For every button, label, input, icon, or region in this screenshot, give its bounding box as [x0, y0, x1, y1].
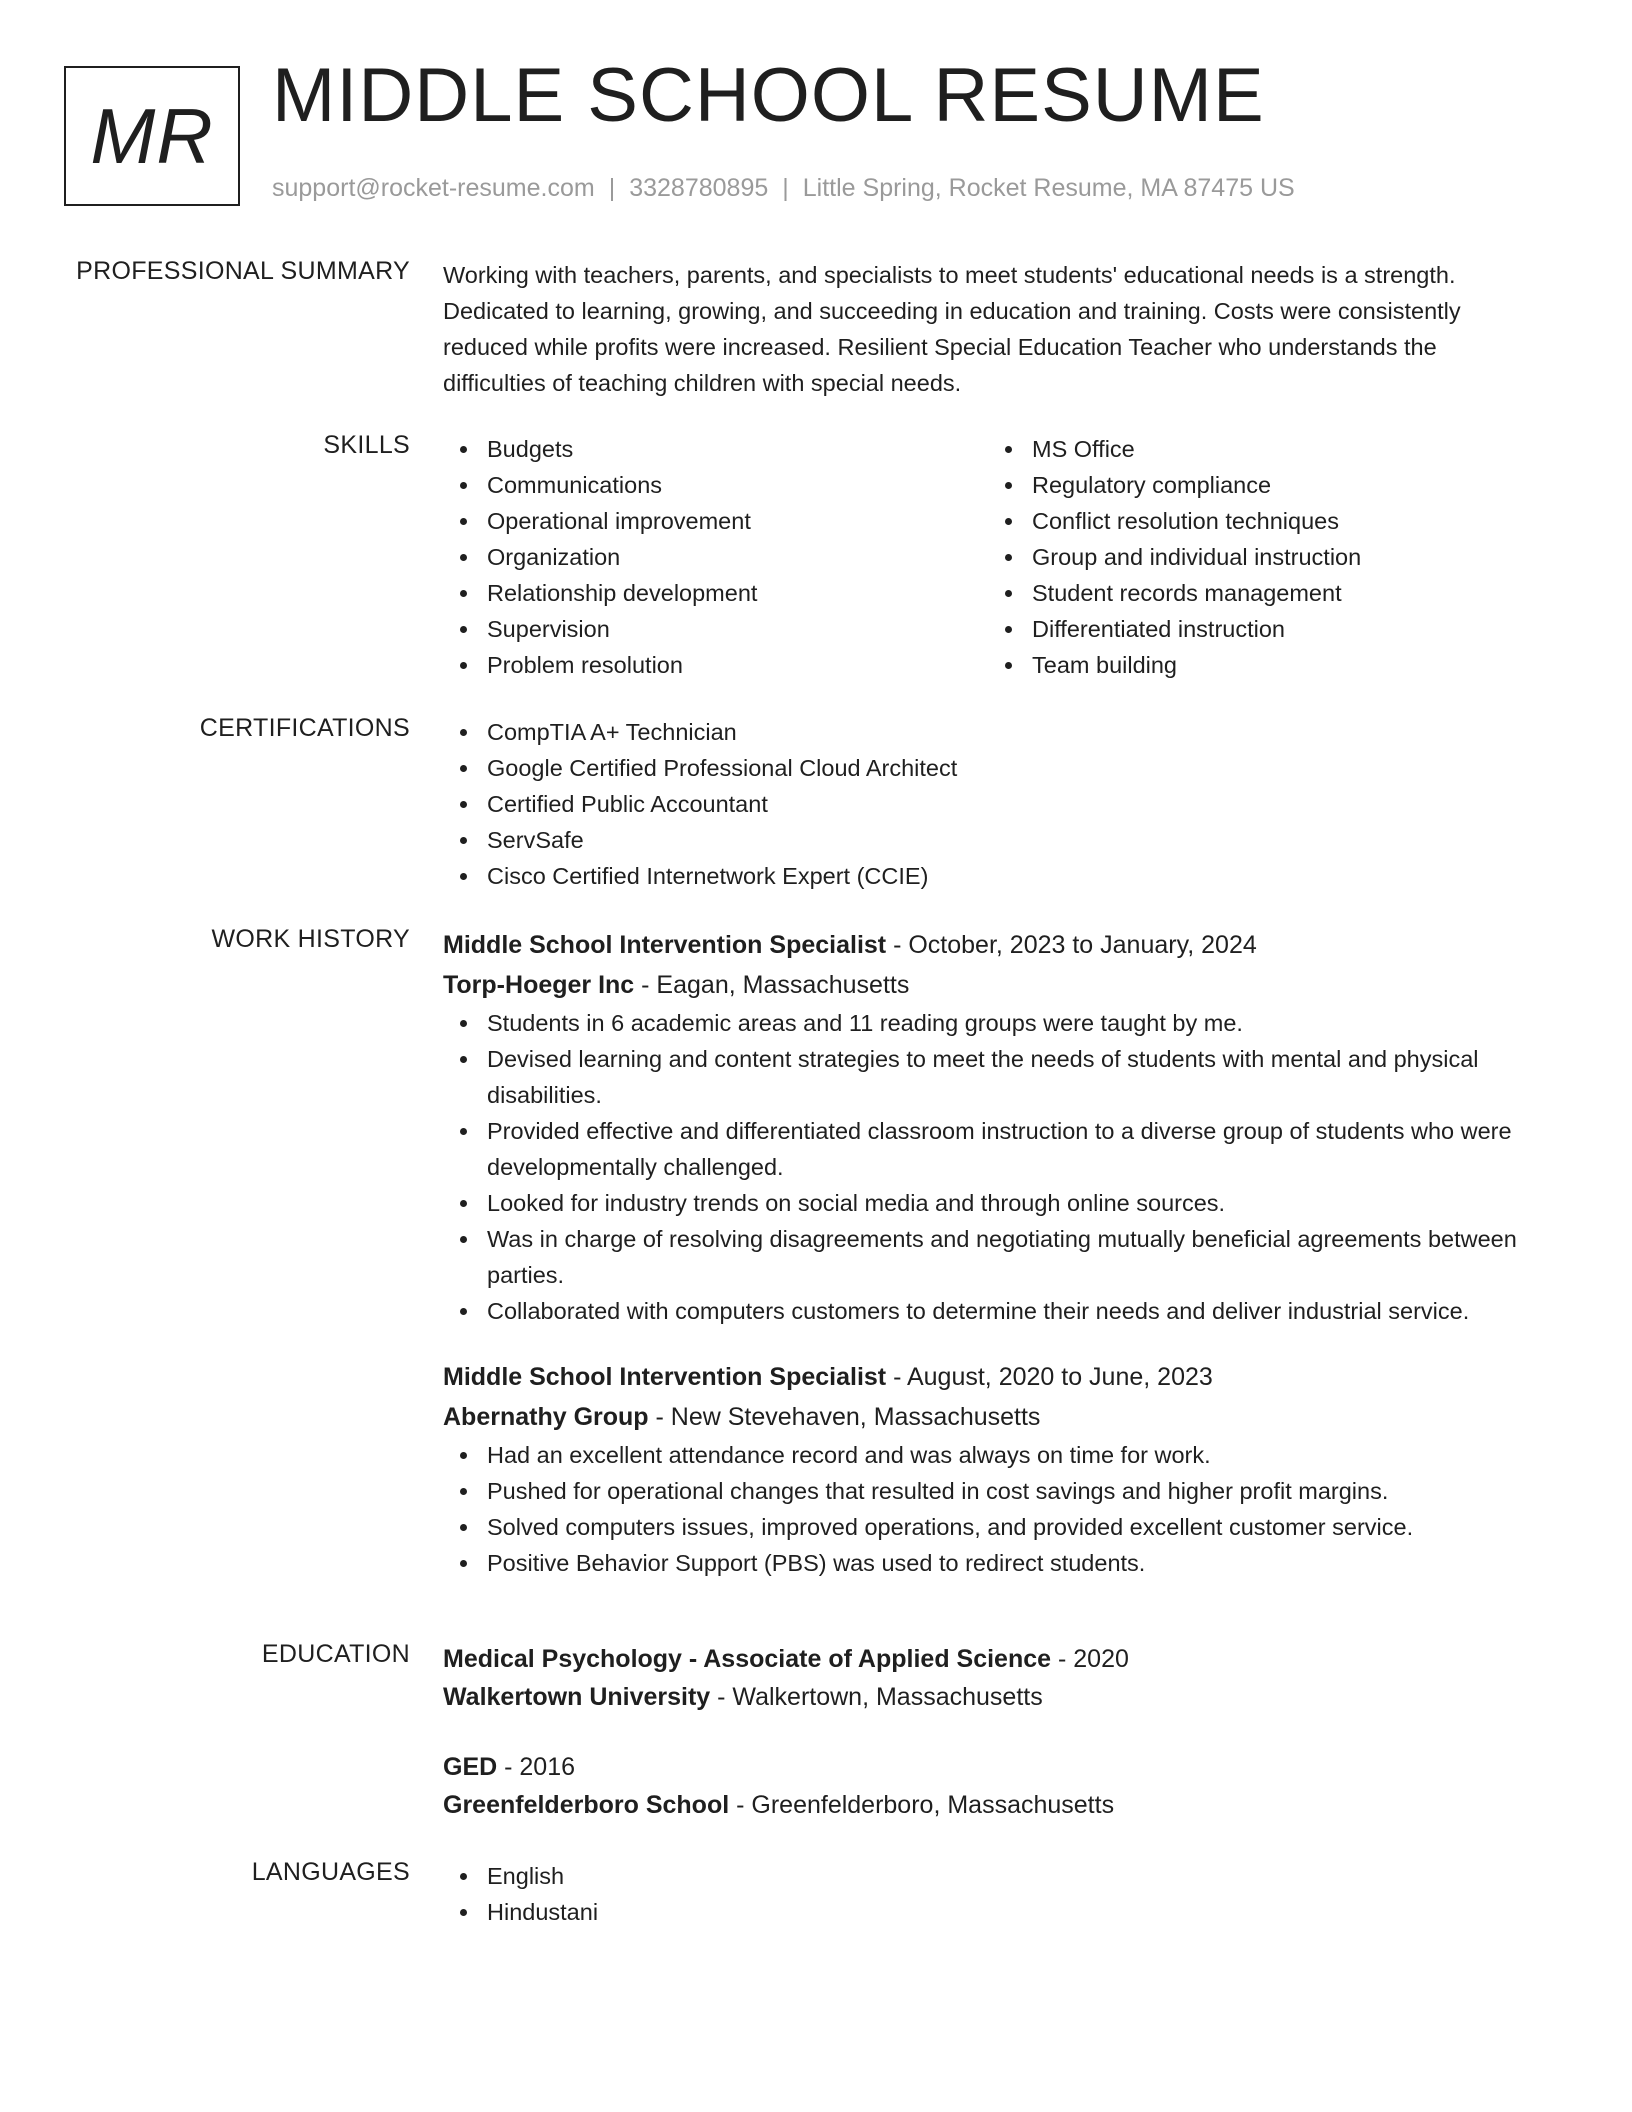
- job-dates: - October, 2023 to January, 2024: [886, 931, 1257, 959]
- job-company: Abernathy Group: [443, 1403, 649, 1431]
- job-duty-item: Collaborated with computers customers to determine their needs and deliver industrial service.: [443, 1293, 1533, 1329]
- monogram-badge: [64, 66, 240, 206]
- education-school: Greenfelderboro School: [443, 1791, 730, 1819]
- job-company-line: [443, 1397, 1533, 1437]
- job-duty-item: Had an excellent attendance record and was always on time for work.: [443, 1437, 1533, 1473]
- job-duty-item: Was in charge of resolving disagreements and negotiating mutually beneficial agreements between parties.: [443, 1221, 1533, 1293]
- certifications-list: [443, 714, 1533, 894]
- skills-heading: SKILLS: [323, 431, 410, 459]
- education-school-line: [443, 1678, 1533, 1716]
- language-item: Hindustani: [443, 1894, 1533, 1930]
- job-title-line: [443, 925, 1533, 965]
- job-duties-list: [443, 1005, 1533, 1329]
- education-degree-line: [443, 1640, 1533, 1678]
- skill-item: Regulatory compliance: [988, 467, 1533, 503]
- skill-item: Team building: [988, 647, 1533, 683]
- certifications-body: [443, 714, 1533, 894]
- education-location: - Walkertown, Massachusetts: [710, 1683, 1043, 1711]
- job-company-line: [443, 965, 1533, 1005]
- education-year: - 2020: [1051, 1645, 1129, 1673]
- certification-item: ServSafe: [443, 822, 1533, 858]
- job-title-line: [443, 1357, 1533, 1397]
- certifications-heading: CERTIFICATIONS: [199, 714, 410, 742]
- skill-item: Conflict resolution techniques: [988, 503, 1533, 539]
- job-duty-item: Provided effective and differentiated classroom instruction to a diverse group of students who were developmentally challenged.: [443, 1113, 1533, 1185]
- job-duty-item: Students in 6 academic areas and 11 reading groups were taught by me.: [443, 1005, 1533, 1041]
- job-dates: - August, 2020 to June, 2023: [886, 1363, 1213, 1391]
- skills-body: [443, 431, 1533, 683]
- job-entry: [443, 1357, 1533, 1581]
- certification-item: Certified Public Accountant: [443, 786, 1533, 822]
- language-item: English: [443, 1858, 1533, 1894]
- skill-item: Differentiated instruction: [988, 611, 1533, 647]
- skills-list-left: [443, 431, 988, 683]
- job-title: Middle School Intervention Specialist: [443, 931, 887, 959]
- job-duty-item: Looked for industry trends on social media and through online sources.: [443, 1185, 1533, 1221]
- languages-heading: LANGUAGES: [251, 1858, 410, 1886]
- skill-item: Operational improvement: [443, 503, 988, 539]
- certification-item: Cisco Certified Internetwork Expert (CCIE): [443, 858, 1533, 894]
- skill-item: Student records management: [988, 575, 1533, 611]
- education-entry: [443, 1640, 1533, 1716]
- job-duty-item: Solved computers issues, improved operations, and provided excellent customer service.: [443, 1509, 1533, 1545]
- contact-separator: |: [608, 174, 616, 202]
- education-location: - Greenfelderboro, Massachusetts: [729, 1791, 1115, 1819]
- job-location: - New Stevehaven, Massachusetts: [648, 1403, 1041, 1431]
- education-entry: [443, 1748, 1533, 1824]
- job-location: - Eagan, Massachusetts: [634, 971, 910, 999]
- summary-body: [443, 257, 1533, 401]
- contact-line: [272, 174, 1295, 203]
- job-duty-item: Devised learning and content strategies to meet the needs of students with mental and physical disabilities.: [443, 1041, 1533, 1113]
- contact-address: Little Spring, Rocket Resume, MA 87475 US: [802, 174, 1295, 202]
- languages-body: [443, 1858, 1533, 1930]
- job-duties-list: [443, 1437, 1533, 1581]
- contact-separator: |: [782, 174, 789, 202]
- education-body: [443, 1640, 1533, 1824]
- education-heading: EDUCATION: [261, 1640, 410, 1668]
- job-entry: [443, 925, 1533, 1329]
- job-title: Middle School Intervention Specialist: [443, 1363, 887, 1391]
- job-company: Torp-Hoeger Inc: [443, 971, 635, 999]
- certification-item: CompTIA A+ Technician: [443, 714, 1533, 750]
- education-degree-line: [443, 1748, 1533, 1786]
- skill-item: Relationship development: [443, 575, 988, 611]
- contact-email[interactable]: support@rocket-resume.com: [272, 174, 595, 202]
- work-history-heading: WORK HISTORY: [211, 925, 410, 953]
- summary-text: Working with teachers, parents, and specialists to meet students' educational needs is a strength. Dedicated to learning, growing, and succeeding in education and training. Costs were consistently reduced while profits were increased. Resilient Special Education Teacher who understands the difficulties of teaching children with special needs.: [443, 262, 1461, 396]
- skill-item: Problem resolution: [443, 647, 988, 683]
- skill-item: Budgets: [443, 431, 988, 467]
- summary-heading: PROFESSIONAL SUMMARY: [76, 257, 410, 285]
- resume-title: MIDDLE SCHOOL RESUME: [272, 53, 1265, 138]
- skill-item: Group and individual instruction: [988, 539, 1533, 575]
- certification-item: Google Certified Professional Cloud Architect: [443, 750, 1533, 786]
- skill-item: Organization: [443, 539, 988, 575]
- skill-item: Communications: [443, 467, 988, 503]
- skills-grid: [443, 431, 1533, 683]
- job-duty-item: Pushed for operational changes that resulted in cost savings and higher profit margins.: [443, 1473, 1533, 1509]
- monogram-text: MR: [90, 91, 214, 180]
- education-degree: GED: [443, 1753, 498, 1781]
- contact-phone[interactable]: 3328780895: [629, 174, 769, 202]
- skill-item: Supervision: [443, 611, 988, 647]
- job-duty-item: Positive Behavior Support (PBS) was used to redirect students.: [443, 1545, 1533, 1581]
- education-year: - 2016: [497, 1753, 576, 1781]
- education-degree: Medical Psychology - Associate of Applied Science: [443, 1645, 1052, 1673]
- education-school: Walkertown University: [443, 1683, 711, 1711]
- education-school-line: [443, 1786, 1533, 1824]
- skill-item: MS Office: [988, 431, 1533, 467]
- skills-list-right: [988, 431, 1533, 683]
- languages-list: [443, 1858, 1533, 1930]
- work-history-body: [443, 925, 1533, 1581]
